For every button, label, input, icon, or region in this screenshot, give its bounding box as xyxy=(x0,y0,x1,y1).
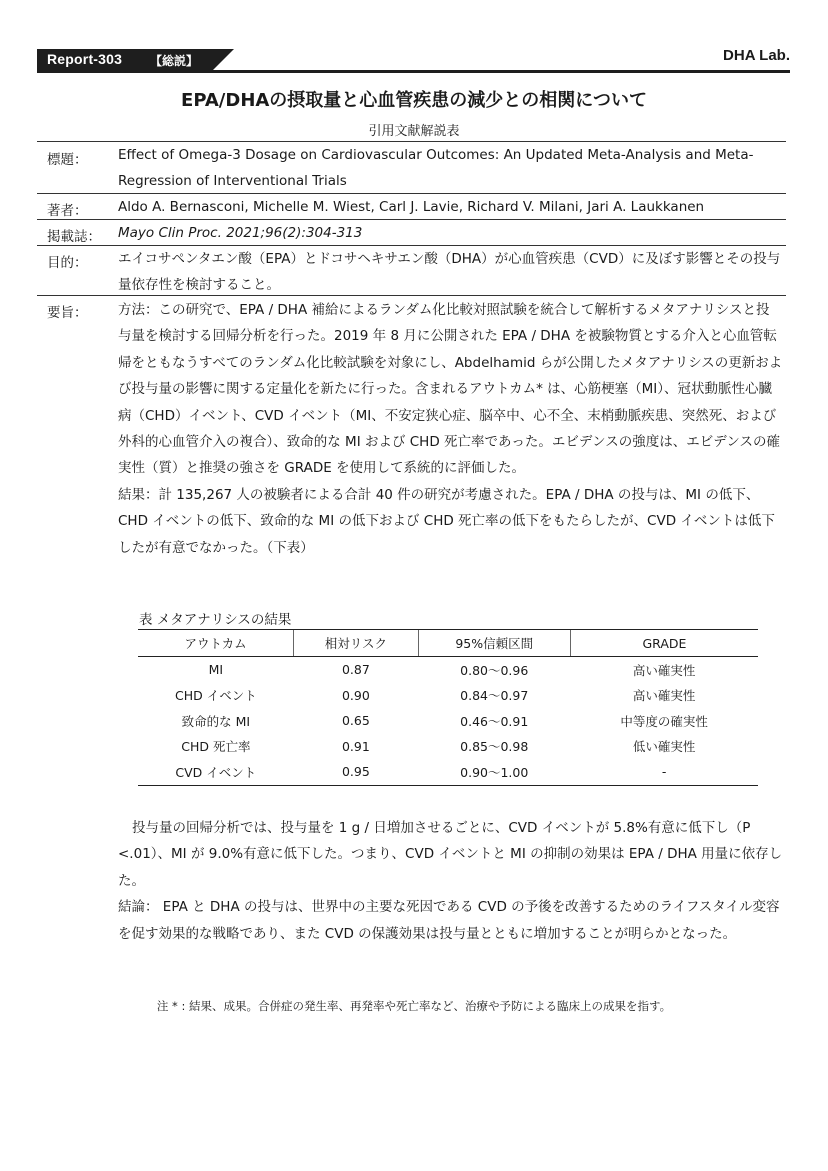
column-header: 相対リスク xyxy=(294,630,418,657)
footnote: 注 * : 結果、成果。合併症の発生率、再発率や死亡率など、治療や予防による臨床上の成果を指す。 xyxy=(156,999,672,1013)
methods-paragraph: 方法：この研究で、EPA / DHA 補給によるランダム化比較対照試験を統合して解析するメタアナリシスと投与量を検討する回帰分析を行った。2019 年 8 月に公開された EPA / DHA を被験物質とする介入と心血管転帰をともなうすべてのランダム化比較試験を対象にし、Abdelhamid らが公開したメタアナリシスの更新および投与量の影響に関する定量化を新たに行った。含まれるアウトカム* は、心筋梗塞（MI）、冠状動脈性心臓病（CHD）イベント、CVD イベント（MI、不安定狭心症、脳卒中、心不全、末梢動脈疾患、突然死、および外科的心血管介入の複合）、致命的な MI および CHD 死亡率であった。エビデンスの強度は、エビデンスの確実性（質）と推奨の強さを GRADE を使用して系統的に評価した。 xyxy=(118,302,783,477)
authors-label: 著者： xyxy=(47,203,88,219)
article-authors: Aldo A. Bernasconi, Michelle M. Wiest, Carl J. Lavie, Richard V. Milani, Jari A. Laukkanen xyxy=(118,199,705,215)
grade-cell: 低い確実性 xyxy=(632,739,696,755)
title-label: 標題： xyxy=(47,152,88,168)
header-band-corner xyxy=(212,49,234,71)
divider xyxy=(37,295,786,296)
purpose-label: 目的： xyxy=(47,255,88,271)
article-title: Effect of Omega-3 Dosage on Cardiovascular Outcomes: An Updated Meta-Analysis and Meta-Regression of Interventional Trials xyxy=(118,147,754,189)
brand-name: DHA Lab. xyxy=(723,47,790,64)
header-rule xyxy=(37,70,790,73)
conclusion-paragraph: 結論： EPA と DHA の投与は、世界中の主要な死因である CVD の予後を改善するためのライフスタイル変容を促す効果的な戦略であり、また CVD の保護効果は投与量とともに増加することが明らかとなった。 xyxy=(118,899,780,942)
page-subtitle: 引用文献解説表 xyxy=(368,124,460,139)
ci-cell: 0.84〜0.97 xyxy=(460,688,529,704)
grade-cell: 中等度の確実性 xyxy=(620,713,708,729)
outcome-cell: MI xyxy=(208,662,224,678)
results-paragraph: 結果：計 135,267 人の被験者による合計 40 件の研究が考慮された。EPA / DHA の投与は、MI の低下、CHD イベントの低下、致命的な MI の低下および CHD 死亡率の低下をもたらしたが、CVD イベントは低下したが有意でなかった。（下表） xyxy=(118,486,775,556)
outcome-cell: CVD イベント xyxy=(138,759,294,785)
column-header: 95%信頼区間 xyxy=(418,630,570,657)
table-row xyxy=(138,708,758,734)
table-caption: 表 メタアナリシスの結果 xyxy=(139,612,292,628)
grade-cell: - xyxy=(570,759,758,785)
page-title: EPA/DHAの摂取量と心血管疾患の減少との相関について xyxy=(181,90,647,111)
outcome-cell: 致命的な MI xyxy=(181,713,251,729)
grade-cell: 高い確実性 xyxy=(632,662,696,678)
ci-cell: 0.80〜0.96 xyxy=(460,662,529,678)
ci-cell: 0.46〜0.91 xyxy=(460,713,529,729)
risk-cell: 0.95 xyxy=(294,759,418,785)
journal-label: 掲載誌： xyxy=(47,229,101,245)
ci-cell: 0.85〜0.98 xyxy=(460,739,529,755)
risk-cell: 0.91 xyxy=(341,738,370,754)
grade-cell: 高い確実性 xyxy=(632,688,696,704)
risk-cell: 0.65 xyxy=(341,713,370,729)
risk-cell: 0.90 xyxy=(341,687,370,703)
table-row xyxy=(138,759,758,785)
column-header: アウトカム xyxy=(138,630,294,657)
risk-cell: 0.87 xyxy=(341,662,370,678)
table-row xyxy=(138,657,758,683)
summary-body xyxy=(118,297,783,561)
report-number: Report-303 xyxy=(47,51,123,67)
column-header: GRADE xyxy=(570,630,758,657)
regression-paragraph: 投与量の回帰分析では、投与量を 1 g / 日増加させるごとに、CVD イベントが 5.8%有意に低下し（P <.01）、MI が 9.0%有意に低下した。つまり、CVD イベントと MI の抑制の効果は EPA / DHA 用量に依存した。 xyxy=(118,820,783,889)
table-row xyxy=(138,734,758,760)
results-table xyxy=(138,629,758,786)
report-category: 【総説】 xyxy=(150,54,199,68)
table-row xyxy=(138,683,758,709)
summary-label: 要旨： xyxy=(47,305,88,321)
article-journal: Mayo Clin Proc. 2021;96(2):304-313 xyxy=(118,225,363,241)
purpose-text: エイコサペンタエン酸（EPA）とドコサヘキサエン酸（DHA）が心血管疾患（CVD）に及ぼす影響とその投与量依存性を検討すること。 xyxy=(118,251,781,294)
after-table-body xyxy=(118,815,783,947)
outcome-cell: CHD イベント xyxy=(174,688,257,704)
table-header-row xyxy=(138,630,758,657)
ci-cell: 0.90〜1.00 xyxy=(418,759,570,785)
outcome-cell: CHD 死亡率 xyxy=(181,739,251,755)
